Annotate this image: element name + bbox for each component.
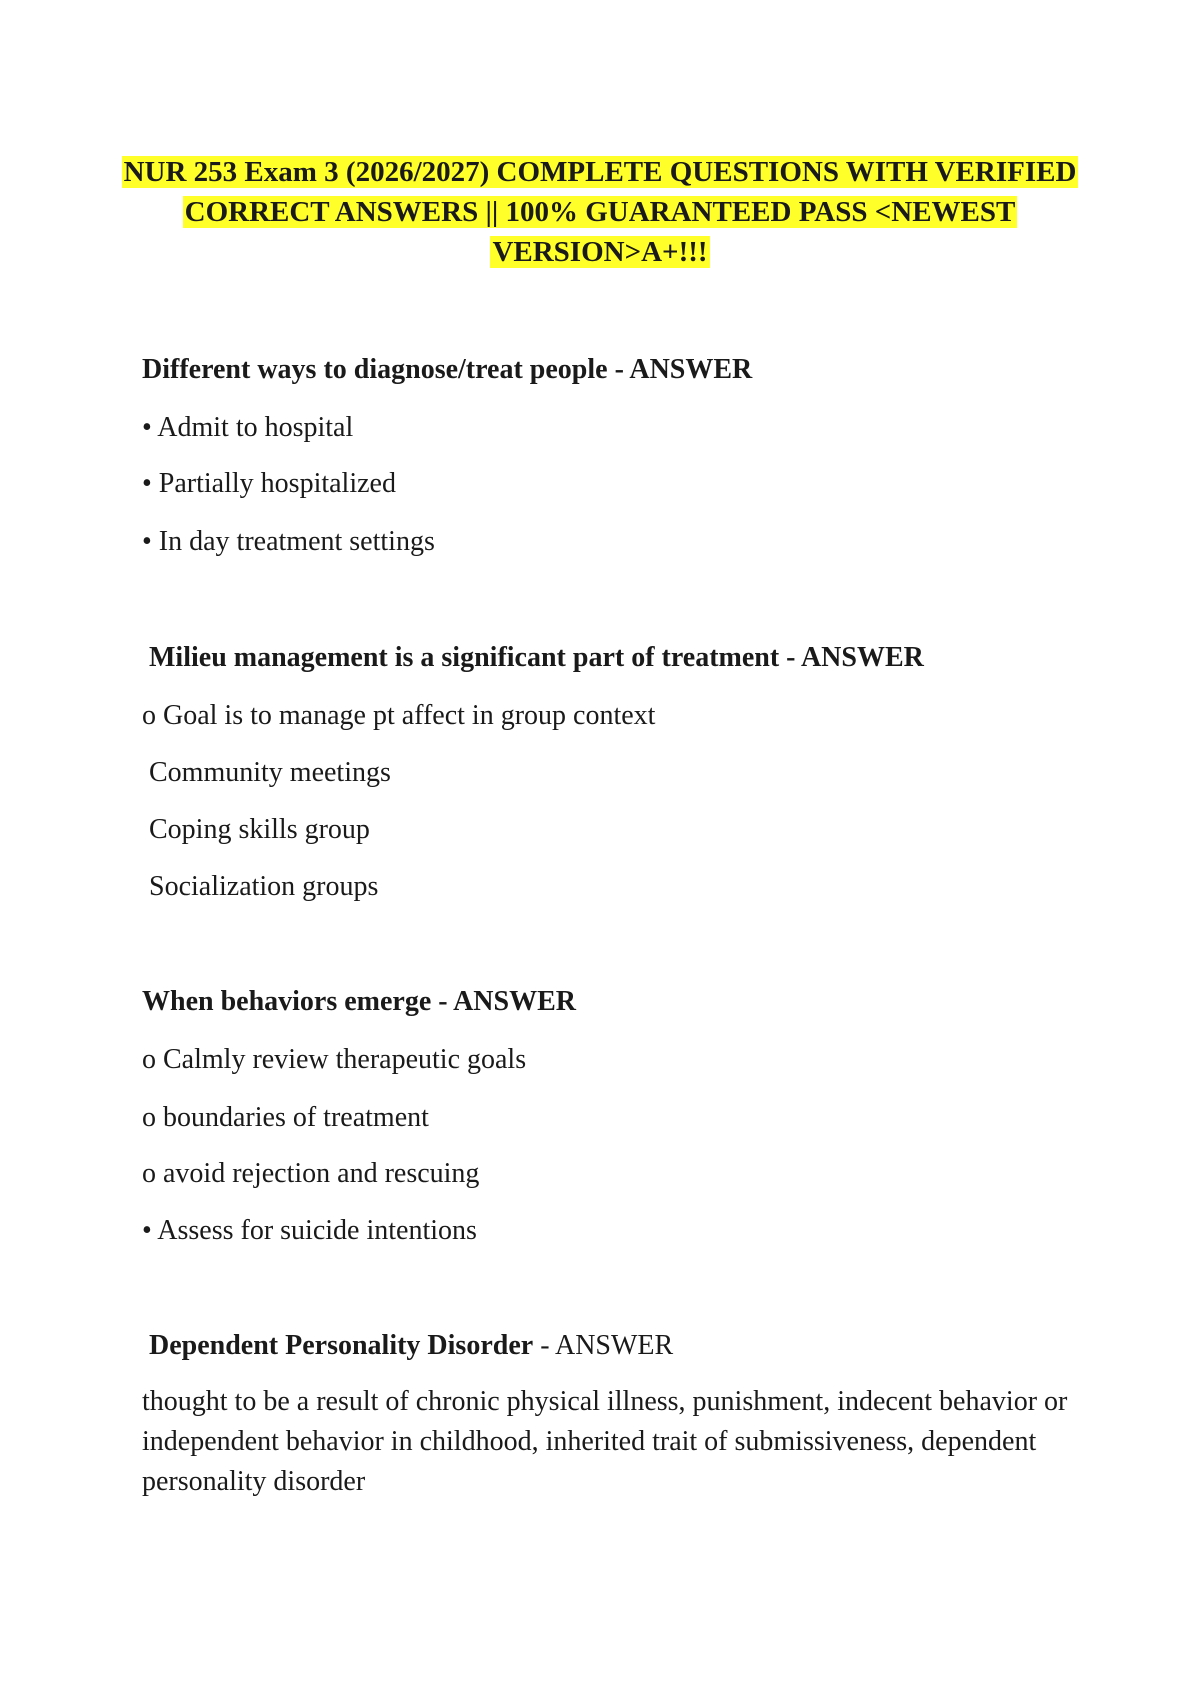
document-title	[100, 152, 1100, 272]
title-line-1: NUR 253 Exam 3 (2026/2027) COMPLETE QUESTIONS WITH VERIFIED	[123, 156, 1077, 188]
question-diagnose-treat: Different ways to diagnose/treat people - ANSWER	[142, 354, 753, 385]
answer-item: Socialization groups	[149, 871, 379, 902]
answer-item: o Goal is to manage pt affect in group context	[142, 700, 656, 731]
answer-item: • Assess for suicide intentions	[142, 1215, 477, 1246]
question-answer-label: - ANSWER	[533, 1330, 674, 1361]
answer-item: o Calmly review therapeutic goals	[142, 1044, 527, 1075]
title-line-3: VERSION>A+!!!	[492, 236, 708, 268]
question-milieu-management: Milieu management is a significant part of treatment - ANSWER	[149, 642, 924, 673]
question-dependent-personality	[149, 1328, 673, 1364]
answer-paragraph: thought to be a result of chronic physical illness, punishment, indecent behavior or independent behavior in childhood, inherited trait of submissiveness, dependent personality disorder	[142, 1386, 1068, 1497]
title-line-2: CORRECT ANSWERS || 100% GUARANTEED PASS <NEWEST	[184, 196, 1016, 228]
answer-item: o avoid rejection and rescuing	[142, 1158, 480, 1189]
question-bold-part: Dependent Personality Disorder	[149, 1330, 534, 1361]
answer-item: Community meetings	[149, 757, 391, 788]
answer-item: Coping skills group	[149, 814, 370, 845]
answer-item: • In day treatment settings	[142, 526, 435, 557]
answer-item: • Partially hospitalized	[142, 468, 396, 499]
question-behaviors-emerge: When behaviors emerge - ANSWER	[142, 986, 576, 1017]
answer-item: • Admit to hospital	[142, 412, 354, 443]
answer-item: o boundaries of treatment	[142, 1102, 429, 1133]
